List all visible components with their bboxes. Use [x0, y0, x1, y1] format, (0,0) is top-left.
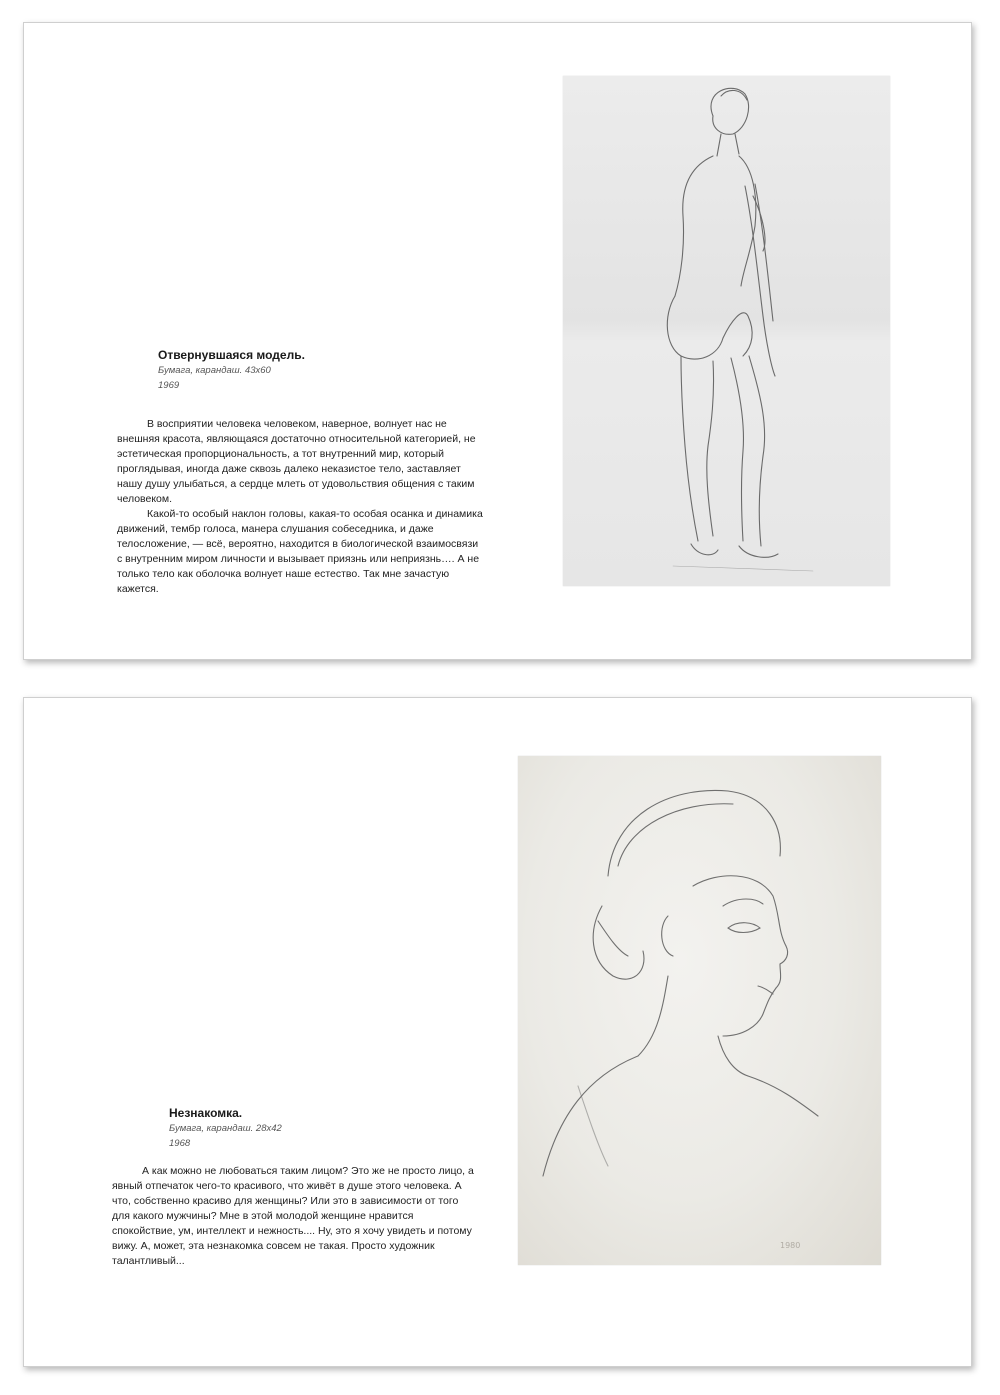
- pencil-sketch-icon: [563, 76, 890, 586]
- artwork-description: [117, 417, 485, 597]
- description-paragraph: Какой-то особый наклон головы, какая-то особая осанка и динамика движений, тембр голоса, манера слушания собеседника, и даже телосложение, — всё, вероятно, находится в биологической взаимосвязи с внутренним миром личности и вызывает приязнь или неприязнь…. А не только тело как оболочка волнует наше естество. Так мне зачастую кажется.: [117, 508, 483, 595]
- description-paragraph: В восприятии человека человеком, наверное, волнует нас не внешняя красота, являющаяся достаточно относительной категорией, не эстетическая пропорциональность, а тот внутренний мир, который проглядывая, иногда даже сквозь далеко неказистое тело, заставляет нашу душу улыбаться, а сердце млеть от удовольствия общения с таким человеком.: [117, 418, 476, 505]
- artwork-title: Отвернувшаяся модель.: [158, 348, 305, 362]
- album-page-1: [23, 22, 972, 660]
- pencil-sketch-icon: [518, 756, 881, 1265]
- description-paragraph: А как можно не любоваться таким лицом? Это же не просто лицо, а явный отпечаток чего-то красивого, что живёт в душе этого человека. А что, собственно красиво для женщины? Или это в зависимости от того для какого мужчины? Мне в этой молодой женщине нравится спокойствие, ум, интеллект и нежность.... Ну, это я хочу увидеть и потому вижу. А, может, эта незнакомка совсем не такая. Просто художник талантливый...: [112, 1165, 474, 1267]
- artwork-title: Незнакомка.: [169, 1106, 243, 1120]
- artwork-description: [112, 1164, 478, 1269]
- artwork-medium: Бумага, карандаш. 43х60: [158, 365, 271, 376]
- artwork-year: 1969: [158, 380, 180, 391]
- artwork-medium: Бумага, карандаш. 28х42: [169, 1123, 282, 1134]
- portrait-drawing: [518, 756, 881, 1265]
- artwork-year: 1968: [169, 1138, 191, 1149]
- artist-signature: 1980: [780, 1241, 801, 1250]
- standing-figure-drawing: [563, 76, 890, 586]
- album-page-2: [23, 697, 972, 1367]
